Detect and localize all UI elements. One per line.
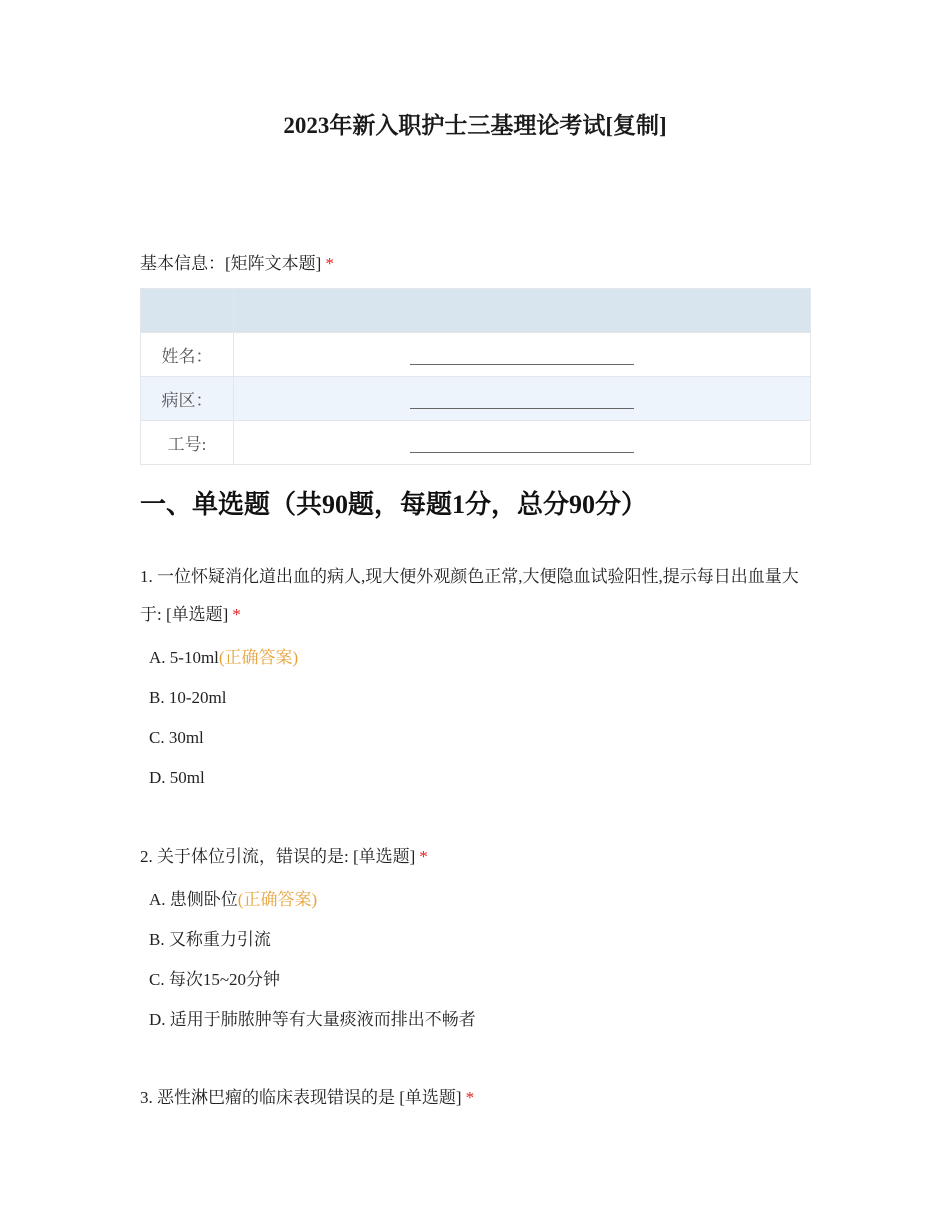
name-input[interactable] (234, 333, 811, 377)
option-a[interactable] (140, 880, 812, 920)
option-b[interactable] (140, 678, 812, 718)
correct-answer-tag: (正确答案) (218, 648, 299, 667)
required-mark: * (465, 1088, 475, 1107)
option-d-text: D. 适用于肺脓肿等有大量痰液而排出不畅者 (149, 1010, 476, 1029)
option-d[interactable] (140, 1000, 812, 1040)
option-d[interactable] (140, 758, 812, 798)
option-a-text: A. 5-10ml (149, 648, 219, 667)
option-c[interactable] (140, 960, 812, 1000)
option-a[interactable] (140, 638, 812, 678)
ward-blank-line[interactable] (410, 390, 634, 409)
question-1 (140, 558, 812, 798)
matrix-row-label: 病区： (141, 377, 234, 421)
matrix-row-employee-id (141, 421, 811, 465)
matrix-row-label: 姓名： (141, 333, 234, 377)
question-text (140, 1079, 812, 1117)
basic-info-label (140, 252, 334, 276)
matrix-header-row (141, 289, 811, 333)
page-title: 2023年新入职护士三基理论考试[复制] (283, 113, 667, 138)
option-c[interactable] (140, 718, 812, 758)
question-3 (140, 1079, 812, 1117)
matrix-row-ward (141, 377, 811, 421)
option-c-text: C. 每次15~20分钟 (149, 970, 281, 989)
matrix-row-name (141, 333, 811, 377)
option-d-text: D. 50ml (149, 768, 205, 787)
ward-input[interactable] (234, 377, 811, 421)
required-mark: * (325, 254, 334, 273)
matrix-header-cell (141, 289, 234, 333)
question-2 (140, 838, 812, 1040)
option-a-text: A. 患侧卧位 (149, 890, 238, 909)
name-blank-line[interactable] (410, 346, 634, 365)
question-2-text: 2. 关于体位引流，错误的是: [单选题] (140, 847, 416, 866)
option-b[interactable] (140, 920, 812, 960)
section-title: 一、单选题（共90题，每题1分，总分90分） (140, 490, 648, 519)
option-b-text: B. 又称重力引流 (149, 930, 271, 949)
required-mark: * (419, 847, 428, 866)
matrix-header-cell (234, 289, 811, 333)
option-c-text: C. 30ml (149, 728, 204, 747)
basic-info-label-text: 基本信息：[矩阵文本题] (140, 254, 322, 273)
question-3-text: 3. 恶性淋巴瘤的临床表现错误的是 [单选题] (140, 1088, 462, 1107)
employee-id-blank-line[interactable] (410, 434, 634, 453)
employee-id-input[interactable] (234, 421, 811, 465)
basic-info-matrix-table (140, 288, 811, 465)
question-text (140, 558, 812, 634)
matrix-row-label: 工号: (141, 421, 234, 465)
correct-answer-tag: (正确答案) (237, 890, 318, 909)
option-b-text: B. 10-20ml (149, 688, 227, 707)
question-text (140, 838, 812, 876)
required-mark: * (232, 605, 241, 624)
question-1-text: 1. 一位怀疑消化道出血的病人,现大便外观颜色正常,大便隐血试验阳性,提示每日出血量大于: [单选题] (140, 567, 799, 624)
